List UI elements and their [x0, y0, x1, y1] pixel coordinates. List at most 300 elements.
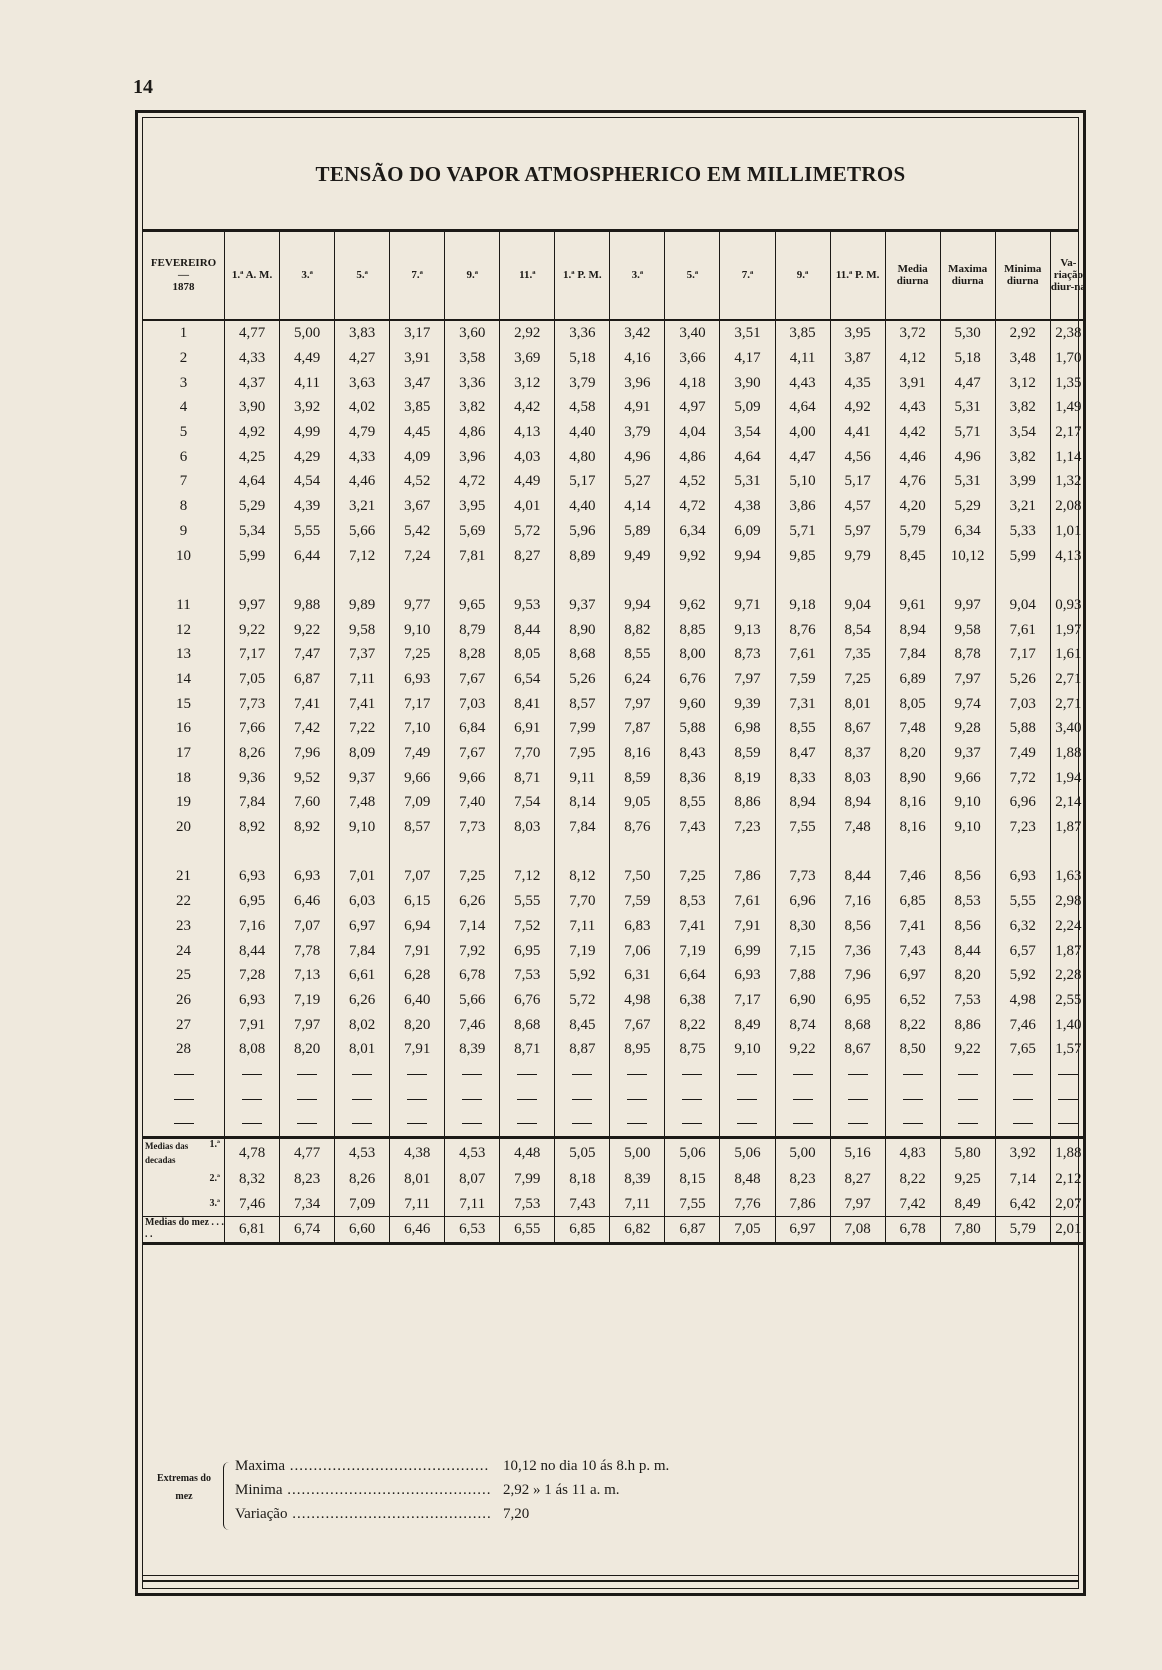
dash-line	[1013, 1123, 1033, 1124]
table-cell: 8,16	[885, 815, 940, 840]
empty-cell	[665, 1062, 720, 1087]
table-cell: 7,28	[225, 963, 280, 988]
table-cell: 3,17	[390, 320, 445, 346]
table-cell: 7,36	[830, 938, 885, 963]
table-cell: 5,79	[995, 1217, 1050, 1244]
table-cell: 8,74	[775, 1012, 830, 1037]
table-cell: 9,61	[885, 593, 940, 618]
table-cell: 4,47	[940, 370, 995, 395]
table-cell: 6,96	[775, 889, 830, 914]
dash-line	[682, 1074, 702, 1075]
table-cell: 6,85	[555, 1217, 610, 1244]
decade-label-cell	[143, 1167, 225, 1192]
table-cell: 8,03	[500, 815, 555, 840]
table-cell: 7,99	[500, 1167, 555, 1192]
table-cell: 8,07	[445, 1167, 500, 1192]
table-cell: 3,60	[445, 320, 500, 346]
table-cell: 8,01	[335, 1037, 390, 1062]
table-cell: 7,70	[555, 889, 610, 914]
empty-cell	[1050, 1111, 1086, 1137]
table-cell: 7,99	[555, 716, 610, 741]
table-cell: 1,57	[1050, 1037, 1086, 1062]
table-cell: 2,55	[1050, 988, 1086, 1013]
table-cell: 8,01	[390, 1167, 445, 1192]
column-header: 7.ª	[390, 231, 445, 320]
table-cell: 6,95	[830, 988, 885, 1013]
table-cell: 18	[176, 769, 192, 786]
table-cell: 7,07	[280, 914, 335, 939]
table-cell: 6,83	[610, 914, 665, 939]
table-cell: 7,61	[720, 889, 775, 914]
table-cell: 7,67	[445, 741, 500, 766]
table-cell: 5,06	[720, 1137, 775, 1167]
table-cell: 8,54	[830, 617, 885, 642]
empty-cell	[500, 1062, 555, 1087]
table-cell: 5,89	[610, 519, 665, 544]
table-cell: 6,57	[995, 938, 1050, 963]
table-cell: 7,23	[995, 815, 1050, 840]
empty-cell	[335, 1086, 390, 1111]
table-cell: 4,92	[225, 420, 280, 445]
table-cell: 5,29	[940, 494, 995, 519]
table-cell: 8,87	[555, 1037, 610, 1062]
dash-line	[517, 1123, 537, 1124]
table-cell: 5,72	[500, 519, 555, 544]
table-cell: 7,80	[940, 1217, 995, 1244]
table-cell: 7,03	[445, 691, 500, 716]
empty-cell	[555, 1111, 610, 1137]
table-cell: 7,59	[610, 889, 665, 914]
table-cell: 6,97	[335, 914, 390, 939]
table-cell: 8,73	[720, 642, 775, 667]
table-cell: 7,43	[665, 815, 720, 840]
column-header: 7.ª	[720, 231, 775, 320]
table-cell: 9,66	[445, 765, 500, 790]
table-cell: 8,94	[775, 790, 830, 815]
table-cell: 4,52	[390, 469, 445, 494]
table-cell: 8,41	[500, 691, 555, 716]
table-cell: 7,48	[885, 716, 940, 741]
table-cell: 2,71	[1050, 691, 1086, 716]
table-cell: 9,60	[665, 691, 720, 716]
table-cell: 5,00	[280, 320, 335, 346]
column-header: 5.ª	[665, 231, 720, 320]
table-cell: 7,73	[775, 864, 830, 889]
table-cell: 7,05	[225, 667, 280, 692]
table-cell: 6,46	[390, 1217, 445, 1244]
empty-cell	[445, 1086, 500, 1111]
empty-cell	[885, 1111, 940, 1137]
empty-cell	[225, 1062, 280, 1087]
table-cell: 7,43	[555, 1191, 610, 1216]
empty-cell	[720, 1111, 775, 1137]
year-label: 1878	[172, 281, 195, 293]
month-header	[143, 231, 225, 320]
table-cell: 5,26	[995, 667, 1050, 692]
table-cell: 4,29	[280, 444, 335, 469]
table-row	[143, 988, 1086, 1013]
table-row	[143, 395, 1086, 420]
table-row	[143, 889, 1086, 914]
table-cell: 4,43	[775, 370, 830, 395]
table-cell: 7,13	[280, 963, 335, 988]
dash-line	[572, 1123, 592, 1124]
empty-cell	[995, 1062, 1050, 1087]
table-cell: 4,25	[225, 444, 280, 469]
table-cell: 9,10	[720, 1037, 775, 1062]
table-cell: 4,11	[775, 346, 830, 371]
empty-cell	[775, 1062, 830, 1087]
table-cell: 8,33	[775, 765, 830, 790]
table-body	[143, 320, 1086, 1243]
table-cell: 5,55	[995, 889, 1050, 914]
empty-cell	[390, 1111, 445, 1137]
dash-line	[517, 1099, 537, 1100]
table-cell: 6,64	[665, 963, 720, 988]
table-cell: 3,95	[445, 494, 500, 519]
empty-cell	[885, 1086, 940, 1111]
table-cell: 6,40	[390, 988, 445, 1013]
table-cell: 7,91	[720, 914, 775, 939]
table-cell: 4,38	[390, 1137, 445, 1167]
table-cell: 5,29	[225, 494, 280, 519]
table-cell: 4,91	[610, 395, 665, 420]
table-row	[143, 790, 1086, 815]
table-cell: 8,44	[830, 864, 885, 889]
empty-day-row	[143, 1086, 1086, 1111]
table-cell: 5,33	[995, 519, 1050, 544]
table-cell: 7,66	[225, 716, 280, 741]
table-cell: 4	[179, 399, 188, 416]
table-cell: 3,40	[1050, 716, 1086, 741]
table-cell: 7,46	[995, 1012, 1050, 1037]
table-cell: 2	[179, 350, 188, 367]
table-cell: 8,53	[940, 889, 995, 914]
table-cell: 9,11	[555, 765, 610, 790]
empty-cell	[775, 1086, 830, 1111]
table-cell: 5,42	[390, 519, 445, 544]
table-cell: 5,31	[940, 469, 995, 494]
empty-cell	[445, 1062, 500, 1087]
table-cell: 24	[176, 942, 192, 959]
table-cell: 4,38	[720, 494, 775, 519]
table-cell: 9,53	[500, 593, 555, 618]
table-row	[143, 543, 1086, 568]
table-cell: 7,42	[885, 1191, 940, 1216]
table-cell: 8,85	[665, 617, 720, 642]
table-cell: 7,70	[500, 741, 555, 766]
empty-cell	[775, 1111, 830, 1137]
table-cell: 9,28	[940, 716, 995, 741]
table-cell: 8,44	[940, 938, 995, 963]
table-cell: 9,88	[280, 593, 335, 618]
variacao-value: 7,20	[503, 1506, 530, 1522]
empty-cell	[143, 1062, 225, 1087]
table-cell: 4,58	[555, 395, 610, 420]
table-cell: 7,40	[445, 790, 500, 815]
table-cell: 8,27	[500, 543, 555, 568]
table-cell: 6,93	[995, 864, 1050, 889]
table-cell: 5,92	[555, 963, 610, 988]
month-dash: —	[178, 269, 190, 281]
table-cell: 4,04	[665, 420, 720, 445]
table-cell: 3,87	[830, 346, 885, 371]
dash-line	[572, 1099, 592, 1100]
table-cell: 7,05	[720, 1217, 775, 1244]
empty-cell	[940, 1062, 995, 1087]
table-cell: 5,06	[665, 1137, 720, 1167]
table-cell: 9,39	[720, 691, 775, 716]
dash-line	[627, 1099, 647, 1100]
dash-line	[352, 1074, 372, 1075]
table-cell: 4,64	[720, 444, 775, 469]
decade-means-label: Medias das decadas	[145, 1140, 189, 1165]
table-cell: 13	[176, 646, 192, 663]
table-cell: 8,90	[555, 617, 610, 642]
empty-cell	[720, 1086, 775, 1111]
table-cell: 2,07	[1050, 1191, 1086, 1216]
table-cell: 1,40	[1050, 1012, 1086, 1037]
table-cell: 2,92	[995, 320, 1050, 346]
table-cell: 2,71	[1050, 667, 1086, 692]
table-row	[143, 346, 1086, 371]
table-cell: 8,00	[665, 642, 720, 667]
table-cell: 6,91	[500, 716, 555, 741]
table-cell: 9,36	[225, 765, 280, 790]
table-cell: 8,44	[225, 938, 280, 963]
table-cell: 8,49	[940, 1191, 995, 1216]
table-cell: 4,64	[225, 469, 280, 494]
table-cell: 8,26	[225, 741, 280, 766]
table-cell: 4,37	[225, 370, 280, 395]
table-cell: 9,58	[940, 617, 995, 642]
table-cell: 7,11	[555, 914, 610, 939]
table-cell: 5,92	[995, 963, 1050, 988]
table-cell: 7,91	[225, 1012, 280, 1037]
decade-number: 3.ª	[209, 1197, 221, 1209]
table-cell: 7,17	[720, 988, 775, 1013]
table-cell: 7,61	[995, 617, 1050, 642]
table-row	[143, 914, 1086, 939]
month-mean-row	[143, 1217, 1086, 1244]
table-cell: 7,25	[445, 864, 500, 889]
minima-row	[235, 1482, 620, 1502]
dash-line	[242, 1123, 262, 1124]
month-means-label: Medias do mez . . . . .	[143, 1217, 225, 1244]
table-cell: 8,39	[610, 1167, 665, 1192]
table-cell: 10,12	[940, 543, 995, 568]
table-cell: 8,23	[280, 1167, 335, 1192]
table-cell: 4,54	[280, 469, 335, 494]
table-cell: 9,66	[390, 765, 445, 790]
table-cell: 8,36	[665, 765, 720, 790]
table-row	[143, 938, 1086, 963]
table-cell: 7,73	[225, 691, 280, 716]
table-cell: 3,86	[775, 494, 830, 519]
table-cell: 7,72	[995, 765, 1050, 790]
table-cell: 9,74	[940, 691, 995, 716]
table-cell: 8,05	[500, 642, 555, 667]
table-cell: 9,04	[830, 593, 885, 618]
table-cell: 7,54	[500, 790, 555, 815]
table-cell: 8,02	[335, 1012, 390, 1037]
table-cell: 21	[176, 868, 192, 885]
table-cell: 9,71	[720, 593, 775, 618]
table-cell: 0,93	[1050, 593, 1086, 618]
table-cell: 3,91	[390, 346, 445, 371]
table-cell: 4,48	[500, 1137, 555, 1167]
table-cell: 7,11	[390, 1191, 445, 1216]
table-cell: 5,05	[555, 1137, 610, 1167]
table-cell: 9,79	[830, 543, 885, 568]
table-cell: 7,01	[335, 864, 390, 889]
table-cell: 5,18	[940, 346, 995, 371]
table-cell: 8,12	[555, 864, 610, 889]
table-cell: 8,45	[555, 1012, 610, 1037]
dash-line	[848, 1123, 868, 1124]
table-cell: 7,61	[775, 642, 830, 667]
table-row	[143, 370, 1086, 395]
table-cell: 7,92	[445, 938, 500, 963]
table-cell: 4,72	[445, 469, 500, 494]
table-cell: 8,94	[885, 617, 940, 642]
table-cell: 4,77	[225, 320, 280, 346]
table-cell: 3,95	[830, 320, 885, 346]
table-cell: 7,24	[390, 543, 445, 568]
table-cell: 5,72	[555, 988, 610, 1013]
table-cell: 8,59	[610, 765, 665, 790]
table-cell: 7,16	[225, 914, 280, 939]
dash-line	[848, 1074, 868, 1075]
table-cell: 4,03	[500, 444, 555, 469]
table-cell: 4,86	[665, 444, 720, 469]
table-cell: 4,92	[830, 395, 885, 420]
table-cell: 6,78	[445, 963, 500, 988]
table-cell: 5,55	[280, 519, 335, 544]
table-cell: 8,20	[885, 741, 940, 766]
table-cell: 23	[176, 917, 192, 934]
table-cell: 7,46	[225, 1191, 280, 1216]
column-header: Minima diurna	[995, 231, 1050, 320]
table-cell: 7,12	[500, 864, 555, 889]
table-cell: 8,94	[830, 790, 885, 815]
dash-line	[174, 1099, 194, 1100]
table-row	[143, 864, 1086, 889]
page-title: TENSÃO DO VAPOR ATMOSPHERICO EM MILLIMETROS	[315, 162, 906, 186]
table-cell: 3,82	[995, 444, 1050, 469]
table-cell: 4,83	[885, 1137, 940, 1167]
table-cell: 6,97	[885, 963, 940, 988]
page-number: 14	[133, 76, 153, 98]
table-cell: 3,51	[720, 320, 775, 346]
table-cell: 6,55	[500, 1217, 555, 1244]
table-cell: 5,34	[225, 519, 280, 544]
table-cell: 3,85	[390, 395, 445, 420]
table-cell: 5,80	[940, 1137, 995, 1167]
empty-cell	[280, 1111, 335, 1137]
dash-line	[903, 1099, 923, 1100]
table-cell: 8,03	[830, 765, 885, 790]
table-cell: 7,25	[665, 864, 720, 889]
table-cell: 8,48	[720, 1167, 775, 1192]
table-cell: 4,47	[775, 444, 830, 469]
table-cell: 5,97	[830, 519, 885, 544]
table-row	[143, 420, 1086, 445]
table-cell: 9	[179, 522, 188, 539]
maxima-row	[235, 1458, 670, 1478]
dash-line	[462, 1074, 482, 1075]
dash-line	[352, 1099, 372, 1100]
table-cell: 9,05	[610, 790, 665, 815]
table-cell: 3,54	[720, 420, 775, 445]
table-cell: 6,87	[280, 667, 335, 692]
table-cell: 4,14	[610, 494, 665, 519]
table-cell: 8,55	[665, 790, 720, 815]
table-cell: 8,79	[445, 617, 500, 642]
table-cell: 5,79	[885, 519, 940, 544]
table-cell: 5,16	[830, 1137, 885, 1167]
empty-cell	[940, 1086, 995, 1111]
table-cell: 7,60	[280, 790, 335, 815]
table-cell: 7,46	[885, 864, 940, 889]
table-cell: 7,35	[830, 642, 885, 667]
table-row	[143, 765, 1086, 790]
decade-label-cell	[143, 1137, 225, 1167]
column-header: 9.ª	[775, 231, 830, 320]
column-header: 11.ª	[500, 231, 555, 320]
table-cell: 3,91	[885, 370, 940, 395]
table-cell: 6,61	[335, 963, 390, 988]
table-cell: 7,41	[280, 691, 335, 716]
table-cell: 8,20	[390, 1012, 445, 1037]
table-cell: 7,96	[280, 741, 335, 766]
table-cell: 8,37	[830, 741, 885, 766]
table-cell: 6,95	[225, 889, 280, 914]
column-header: 5.ª	[335, 231, 390, 320]
dash-line	[462, 1099, 482, 1100]
table-cell: 3,47	[390, 370, 445, 395]
empty-cell	[885, 1062, 940, 1087]
table-cell: 4,53	[445, 1137, 500, 1167]
decade-mean-row	[143, 1137, 1086, 1167]
table-cell: 6,99	[720, 938, 775, 963]
table-cell: 7,17	[225, 642, 280, 667]
table-cell: 7,43	[885, 938, 940, 963]
spacer-row	[143, 839, 1086, 864]
table-cell: 26	[176, 991, 192, 1008]
table-cell: 4,56	[830, 444, 885, 469]
empty-cell	[720, 1062, 775, 1087]
table-row	[143, 963, 1086, 988]
empty-cell	[555, 1062, 610, 1087]
table-cell: 9,22	[225, 617, 280, 642]
header-row	[143, 231, 1086, 320]
variacao-row	[235, 1506, 530, 1526]
table-cell: 9,10	[940, 815, 995, 840]
table-cell: 6,78	[885, 1217, 940, 1244]
table-cell: 15	[176, 695, 192, 712]
table-cell: 7,95	[555, 741, 610, 766]
table-cell: 8,56	[940, 864, 995, 889]
table-cell: 4,33	[335, 444, 390, 469]
table-cell: 8,55	[775, 716, 830, 741]
empty-cell	[280, 1062, 335, 1087]
table-cell: 8,57	[390, 815, 445, 840]
table-row	[143, 593, 1086, 618]
table-cell: 7,67	[445, 667, 500, 692]
table-cell: 5,99	[225, 543, 280, 568]
table-cell: 9,22	[775, 1037, 830, 1062]
